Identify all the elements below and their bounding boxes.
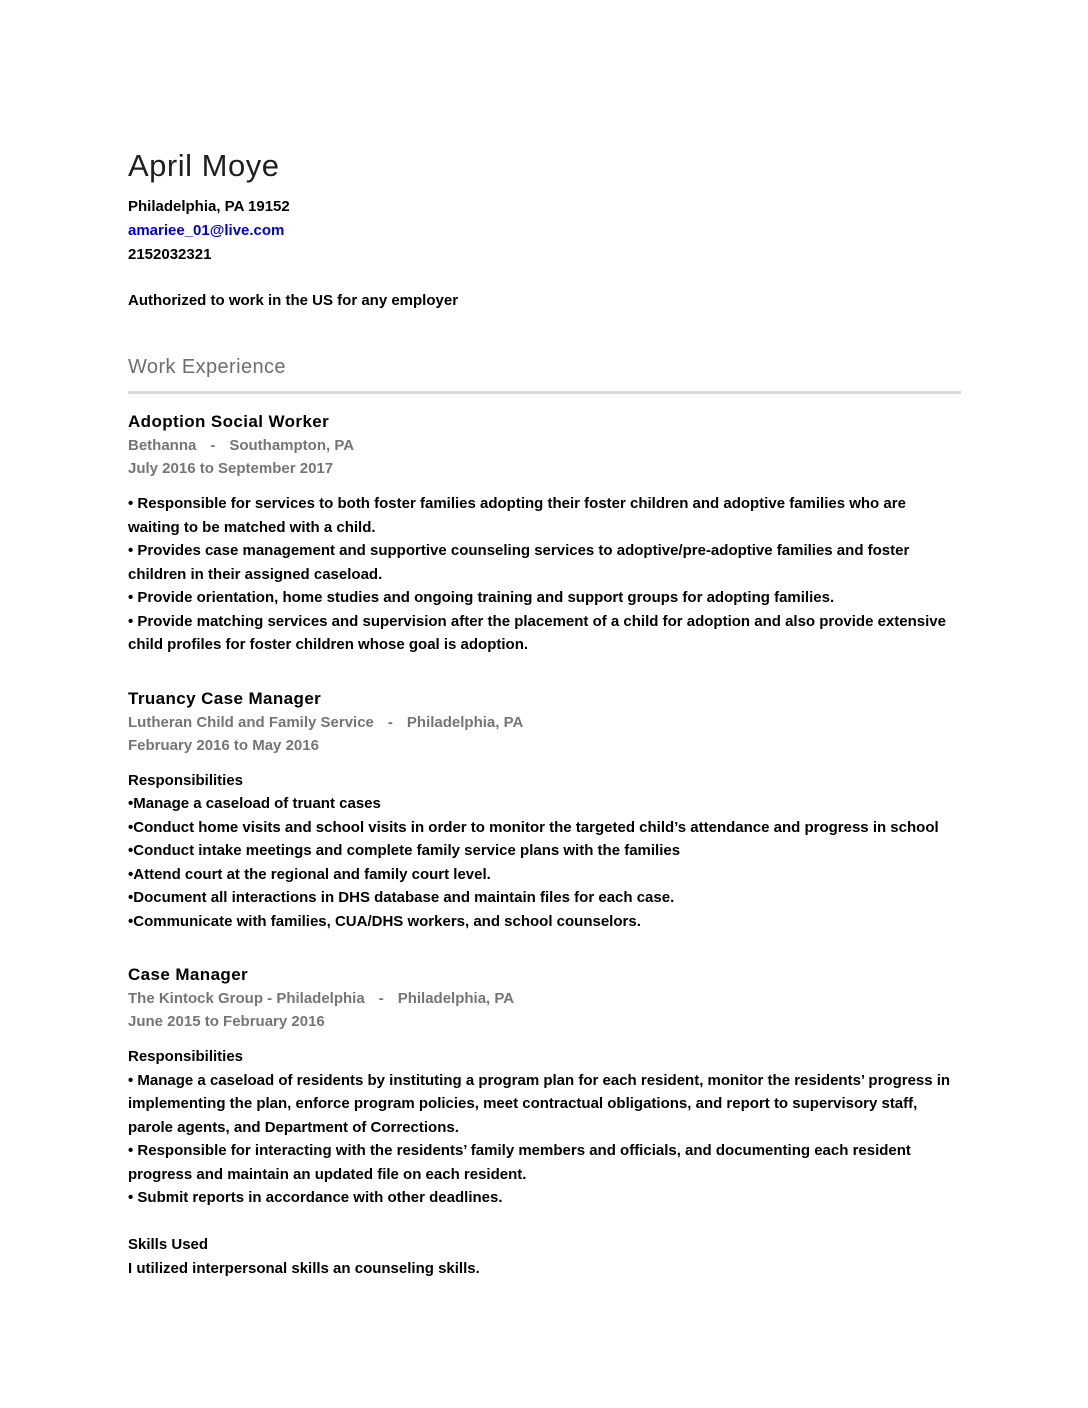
job-title: Adoption Social Worker	[128, 412, 330, 431]
job-meta-line	[128, 987, 961, 1010]
job-description-line: • Provide matching services and supervision after the placement of a child for adoption and also provide extensive child profiles for foster children whose goal is adoption.	[128, 612, 946, 653]
job-dates: June 2015 to February 2016	[128, 1013, 325, 1030]
job-description-line: I utilized interpersonal skills an counseling skills.	[128, 1259, 480, 1277]
job-description	[128, 492, 961, 657]
job-description-line: •Manage a caseload of truant cases	[128, 795, 381, 812]
job-description-line: •Communicate with families, CUA/DHS workers, and school counselors.	[128, 912, 641, 930]
resume-name: April Moye	[128, 148, 280, 183]
job-description-line: Skills Used	[128, 1236, 209, 1253]
job-meta-line	[128, 434, 961, 457]
job-entry	[128, 411, 961, 657]
job-description-line: Responsibilities	[128, 771, 244, 789]
contact-location: Philadelphia, PA 19152	[128, 198, 290, 215]
contact-block	[128, 195, 961, 267]
job-separator: -	[210, 437, 216, 454]
job-description-line	[128, 1210, 961, 1234]
section-title-work-experience: Work Experience	[128, 356, 286, 378]
job-company: Lutheran Child and Family Service	[128, 713, 374, 731]
job-description-line: • Responsible for interacting with the residents’ family members and officials, and documenting each resident progress and maintain an updated file on each resident.	[128, 1142, 911, 1183]
job-description-line: • Provide orientation, home studies and ongoing training and support groups for adopting families.	[128, 589, 835, 606]
job-title: Truancy Case Manager	[128, 688, 322, 708]
section-divider	[128, 391, 961, 394]
job-entry	[128, 964, 961, 1280]
job-location: Southampton, PA	[229, 437, 355, 454]
job-description-line: • Manage a caseload of residents by instituting a program plan for each resident, monitor the residents’ progress in implementing the plan, enforce program policies, meet contractual obligations, and report to supervisory staff, parole agents, and Department of Corrections.	[128, 1071, 951, 1136]
work-authorization-text: Authorized to work in the US for any employer	[128, 292, 459, 309]
job-description-line: • Submit reports in accordance with other deadlines.	[128, 1189, 503, 1206]
job-description-line: •Conduct intake meetings and complete family service plans with the families	[128, 842, 681, 859]
job-location: Philadelphia, PA	[406, 713, 524, 731]
job-meta-line	[128, 711, 961, 734]
job-description-line: • Responsible for services to both foster families adopting their foster children and adoptive families who are waiting to be matched with a child.	[128, 495, 906, 536]
job-description-line: • Provides case management and supportive counseling services to adoptive/pre-adoptive families and foster children in their assigned caseload.	[128, 542, 910, 583]
job-title: Case Manager	[128, 965, 249, 984]
job-company: Bethanna	[128, 437, 197, 454]
job-dates: July 2016 to September 2017	[128, 460, 334, 477]
job-description-line: •Attend court at the regional and family court level.	[128, 865, 491, 883]
job-description-line: Responsibilities	[128, 1048, 244, 1065]
job-description-line: •Conduct home visits and school visits in order to monitor the targeted child’s attendance and progress in school	[128, 818, 939, 836]
job-description-line: •Document all interactions in DHS database and maintain files for each case.	[128, 889, 675, 906]
job-description	[128, 1045, 961, 1280]
email-link[interactable]: amariee_01@live.com	[128, 222, 285, 239]
job-separator: -	[387, 713, 393, 731]
job-company: The Kintock Group - Philadelphia	[128, 990, 365, 1007]
job-location: Philadelphia, PA	[397, 990, 515, 1007]
job-entry	[128, 688, 961, 934]
job-separator: -	[378, 990, 384, 1007]
job-dates: February 2016 to May 2016	[128, 736, 319, 754]
job-list	[128, 411, 961, 1280]
job-description	[128, 769, 961, 934]
contact-phone: 2152032321	[128, 246, 212, 263]
